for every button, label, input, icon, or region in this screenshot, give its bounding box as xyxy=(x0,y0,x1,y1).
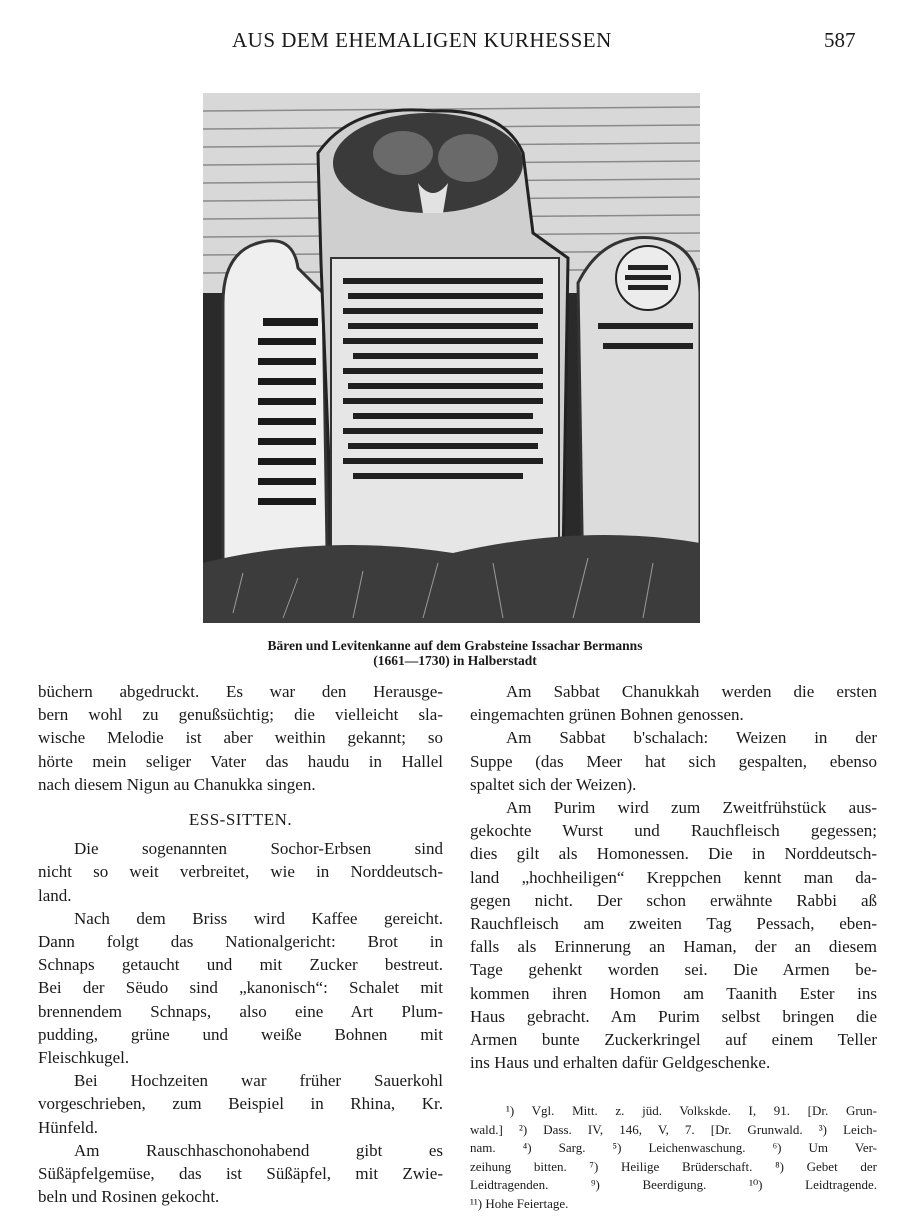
footnote-line: wald.] ²) Dass. IV, 146, V, 7. [Dr. Grunwald. ³) Leich- xyxy=(470,1121,877,1137)
paragraph xyxy=(38,1139,443,1209)
text-line: Bei der Sëudo sind „kanonisch“: Schalet mit xyxy=(38,978,443,998)
footnote-line: Leidtragenden. ⁹) Beerdigung. ¹⁰) Leidtragende. xyxy=(470,1177,877,1193)
text-line: ins Haus und erhalten dafür Geldgeschenke. xyxy=(470,1053,771,1073)
text-line: land „hochheiligen“ Kreppchen kennt man da- xyxy=(470,867,877,887)
text-line: Die sogenannten Sochor-Erbsen sind xyxy=(74,839,443,859)
footnote-line: nam. ⁴) Sarg. ⁵) Leichenwaschung. ⁶) Um Ver- xyxy=(470,1140,877,1156)
paragraph xyxy=(38,1069,443,1139)
text-line: bern wohl zu genußsüchtig; die vielleicht sla- xyxy=(38,705,443,725)
page-number: 587 xyxy=(824,28,856,52)
paragraph xyxy=(38,907,443,1069)
text-line: wische Melodie ist aber weithin gekannt; so xyxy=(38,728,443,748)
text-line: nach diesem Nigun au Chanukka singen. xyxy=(38,774,316,794)
text-line: Süßäpfelgemüse, das ist Süßäpfel, mit Zwie- xyxy=(38,1164,443,1184)
text-line: vorgeschrieben, zum Beispiel in Rhina, Kr. xyxy=(38,1094,443,1114)
text-line: Am Purim wird zum Zweitfrühstück aus- xyxy=(506,798,877,818)
text-line: Am Rauschhaschonohabend gibt es xyxy=(74,1140,443,1160)
footnotes xyxy=(470,1102,877,1214)
text-line: beln und Rosinen gekocht. xyxy=(38,1187,220,1207)
text-line: brennendem Schnaps, also eine Art Plum- xyxy=(38,1001,443,1021)
text-line: Hünfeld. xyxy=(38,1117,98,1137)
text-line: Fleischkugel. xyxy=(38,1048,130,1068)
text-line: Nach dem Briss wird Kaffee gereicht. xyxy=(74,908,443,928)
text-line: land. xyxy=(38,885,72,905)
text-line: Am Sabbat b'schalach: Weizen in der xyxy=(506,728,877,748)
text-line: gegen nicht. Der schon erwähnte Rabbi aß xyxy=(470,890,877,910)
paragraph xyxy=(470,726,877,796)
text-line: Rauchfleisch am zweiten Tag Pessach, eben- xyxy=(470,914,877,934)
text-line: Tage gehenkt worden sei. Die Armen be- xyxy=(470,960,877,980)
gravestone-photograph-icon xyxy=(203,93,700,623)
text-line: Schnaps getaucht und mit Zucker bestreut. xyxy=(38,955,443,975)
text-line: hörte mein seliger Vater das haudu in Hallel xyxy=(38,751,443,771)
figure-caption xyxy=(150,638,760,668)
text-line: eingemachten grünen Bohnen genossen. xyxy=(470,705,744,725)
gravestone-photo xyxy=(203,93,700,623)
text-line: spaltet sich der Weizen). xyxy=(470,774,637,794)
paragraph xyxy=(38,680,443,796)
text-line: dies gilt als Homonessen. Die in Norddeutsch- xyxy=(470,844,877,864)
section-heading: ESS-SITTEN. xyxy=(188,810,293,830)
running-head-title: AUS DEM EHEMALIGEN KURHESSEN xyxy=(232,28,612,52)
running-head xyxy=(0,28,900,58)
right-column xyxy=(470,680,877,1074)
caption-line: Bären und Levitenkanne auf dem Grabsteine Issachar Bermanns xyxy=(267,638,643,653)
text-line: büchern abgedruckt. Es war den Herausge- xyxy=(38,682,443,701)
paragraph xyxy=(470,796,877,1074)
footnote-line: ¹¹) Hohe Feiertage. xyxy=(470,1195,569,1211)
left-column xyxy=(38,680,443,1208)
text-line: Dann folgt das Nationalgericht: Brot in xyxy=(38,932,443,952)
text-line: Am Sabbat Chanukkah werden die ersten xyxy=(506,682,877,701)
text-line: Haus gebracht. Am Purim selbst bringen die xyxy=(470,1006,877,1026)
caption-line: (1661—1730) in Halberstadt xyxy=(373,653,537,668)
footnote-line: zeihung bitten. ⁷) Heilige Brüderschaft. ⁸) Gebet der xyxy=(470,1158,877,1174)
text-line: kommen ihren Homon am Taanith Ester ins xyxy=(470,983,877,1003)
paragraph xyxy=(470,680,877,726)
text-line: Suppe (das Meer hat sich gespalten, ebenso xyxy=(470,751,877,771)
text-line: Armen bunte Zuckerkringel auf einem Teller xyxy=(470,1030,877,1050)
text-line: nicht so weit verbreitet, wie in Norddeutsch- xyxy=(38,862,443,882)
text-line: falls als Erinnerung an Haman, der an diesem xyxy=(470,937,877,957)
text-line: pudding, grüne und weiße Bohnen mit xyxy=(38,1024,443,1044)
paragraph xyxy=(38,837,443,907)
footnote-line: ¹) Vgl. Mitt. z. jüd. Volkskde. I, 91. [Dr. Grun- xyxy=(506,1103,877,1118)
text-line: Bei Hochzeiten war früher Sauerkohl xyxy=(74,1071,443,1091)
text-line: gekochte Wurst und Rauchfleisch gegessen; xyxy=(470,821,877,841)
